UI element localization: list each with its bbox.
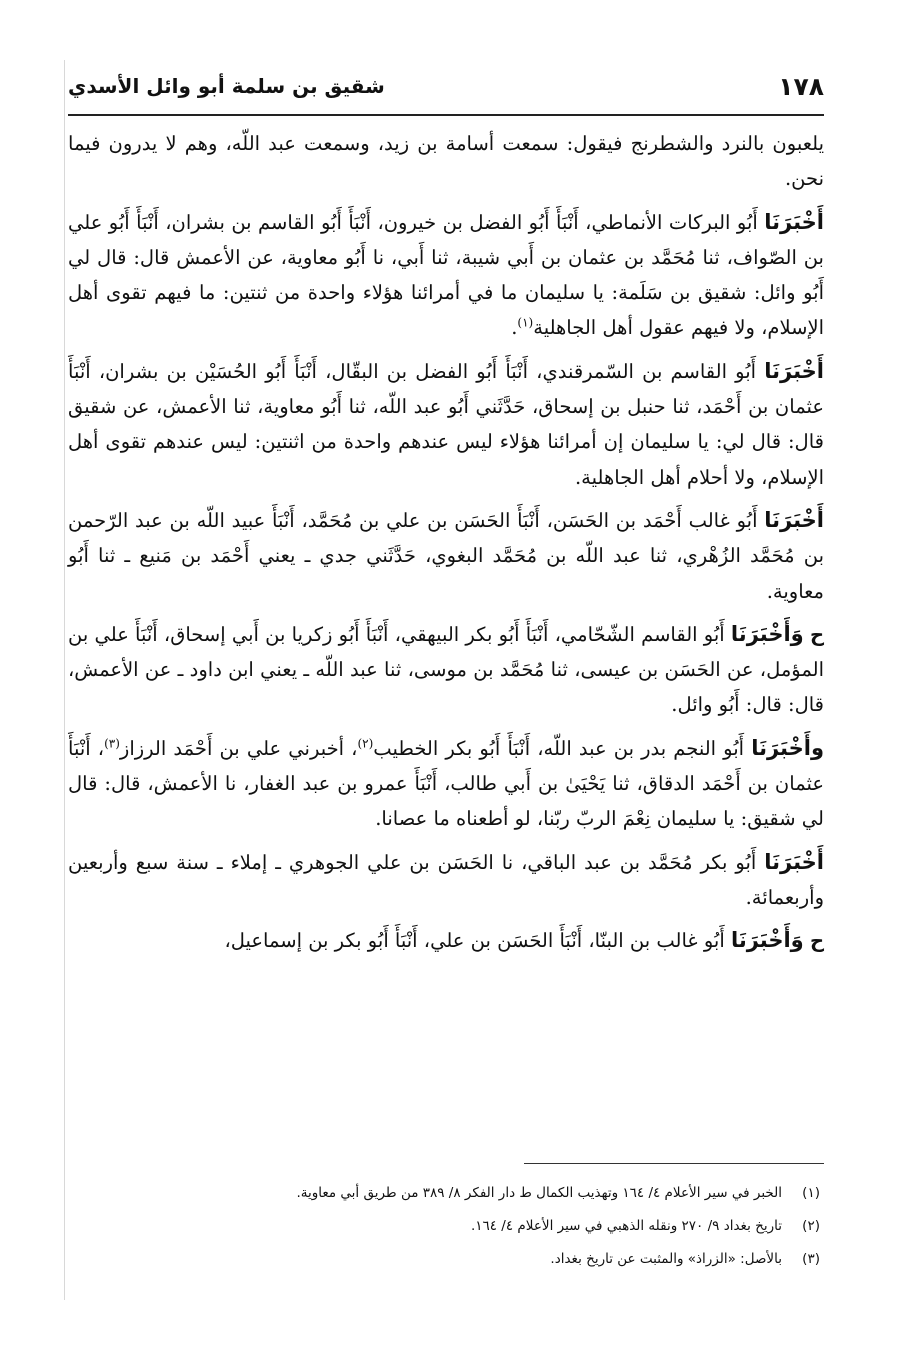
akhbarana-lead: أَخْبَرَنَا <box>764 209 824 234</box>
paragraph-7 <box>68 845 824 916</box>
paragraph-text: ، أَنْبَأَ عثمان بن أَحْمَد الدقاق، ثنا يَحْيَىٰ بن أَبي طالب، أَنْبَأَ عمرو بن عبد الغفار، نا الأعمش، قال: قال لي شقيق: يا سليمان نِعْمَ الربّ ربّنا، لو أطعناه ما عصانا. <box>68 736 824 831</box>
paragraph-4 <box>68 503 824 609</box>
paragraph-2 <box>68 205 824 346</box>
akhbarana-lead: أَخْبَرَنَا <box>764 358 824 383</box>
paragraph-text: ، أخبرني علي بن أَحْمَد الرزاز <box>119 736 358 760</box>
paragraph-tail: . <box>511 316 518 340</box>
paragraph-text: يلعبون بالنرد والشطرنج فيقول: سمعت أسامة بن زيد، وسمعت عبد اللّه، وهم لا يدرون فيما نحن. <box>68 132 824 191</box>
main-text <box>68 126 824 967</box>
page-number: ١٧٨ <box>778 72 824 101</box>
tahwil-marker: ح <box>809 929 824 953</box>
paragraph-text: أَبُو القاسم بن السّمرقندي، أَنْبَأَ أَبُو الفضل بن البقّال، أَنْبَأَ أَبُو الحُسَيْن بن بشران، أَنْبَأَ عثمان بن أَحْمَد، ثنا حنبل بن إسحاق، حَدَّثَني أَبُو عبد اللّه، ثنا أَبُو معاوية، ثنا الأعمش، عن شقيق قال: قال لي: يا سليمان إن أمرائنا هؤلاء ليس عندهم واحدة من اثنتين: ليس عندهم تقوى أهل الإسلام، ولا أحلام أهل الجاهلية. <box>68 359 824 489</box>
akhbarana-lead: وَأَخْبَرَنَا <box>730 621 804 646</box>
akhbarana-lead: أَخْبَرَنَا <box>764 849 824 874</box>
footnote-ref-3: (٣) <box>104 736 120 751</box>
paragraph-3 <box>68 354 824 495</box>
paragraph-1 <box>68 126 824 197</box>
page-header <box>68 68 824 116</box>
akhbarana-lead: وَأَخْبَرَنَا <box>730 928 804 953</box>
footnotes <box>120 1177 820 1276</box>
footnote-number: (١) <box>802 1185 820 1201</box>
paragraph-6 <box>68 731 824 837</box>
footnote-number: (٢) <box>802 1218 820 1234</box>
tahwil-marker: ح <box>809 622 824 646</box>
footnote-ref-1: (١) <box>517 315 534 330</box>
paragraph-text: أَبُو البركات الأنماطي، أَنْبَأَ أَبُو الفضل بن خيرون، أَنْبَأَ أَبُو القاسم بن بشران، أَنْبَأَ أَبُو علي بن الصّواف، ثنا مُحَمَّد بن عثمان بن أَبي شيبة، ثنا أَبي، نا أَبُو معاوية، عن الأعمش قال: قال لي أَبُو وائل: شقيق بن سَلَمة: يا سليمان ما في أمرائنا هؤلاء واحدة من ثنتين: ما فيهم تقوى أهل الإسلام، ولا فيهم عقول أهل الجاهلية <box>68 210 824 340</box>
paragraph-text: أَبُو غالب أَحْمَد بن الحَسَن، أَنْبَأَ الحَسَن بن علي بن مُحَمَّد، أَنْبَأَ عبيد اللّه بن عبد الرّحمن بن مُحَمَّد الزُهْري، ثنا عبد اللّه بن مُحَمَّد البغوي، حَدَّثَني جدي ـ يعني أَحْمَد بن مَنيع ـ ثنا أَبُو معاوية. <box>68 508 824 603</box>
paragraph-text: أَبُو غالب بن البنّا، أَنْبَأَ الحَسَن بن علي، أَنْبَأَ أَبُو بكر بن إسماعيل، <box>224 929 731 953</box>
paragraph-text: أَبُو القاسم الشّحّامي، أَنْبَأَ أَبُو بكر البيهقي، أَنْبَأَ أَبُو زكريا بن أَبي إسحاق، أَنْبَأَ علي بن المؤمل، عن الحَسَن بن عيسى، ثنا مُحَمَّد بن موسى، ثنا عبد اللّه ـ يعني ابن داود ـ عن الأعمش، قال: قال: أَبُو وائل. <box>68 622 824 717</box>
footnote <box>120 1210 820 1243</box>
paragraph-8 <box>68 923 824 958</box>
paragraph-text: أَبُو بكر مُحَمَّد بن عبد الباقي، نا الحَسَن بن علي الجوهري ـ إملاء ـ سنة سبع وأربعين وأربعمائة. <box>68 850 824 909</box>
footnote-text: تاريخ بغداد ٩/ ٢٧٠ ونقله الذهبي في سير الأعلام ٤/ ١٦٤. <box>470 1218 782 1234</box>
paragraph-5 <box>68 617 824 723</box>
footnote-text: الخبر في سير الأعلام ٤/ ١٦٤ وتهذيب الكمال ط دار الفكر ٨/ ٣٨٩ من طريق أبي معاوية. <box>296 1185 782 1201</box>
footnote-divider <box>524 1163 824 1164</box>
paragraph-text: أَبُو النجم بدر بن عبد اللّه، أَنْبَأَ أَبُو بكر الخطيب <box>373 736 752 760</box>
footnote-ref-2: (٢) <box>357 736 374 751</box>
footnote-number: (٣) <box>802 1251 820 1267</box>
akhbarana-lead: أَخْبَرَنَا <box>764 507 824 532</box>
footnote <box>120 1177 820 1210</box>
running-title: شقيق بن سلمة أبو وائل الأسدي <box>68 74 385 98</box>
akhbarana-lead: وأَخْبَرَنَا <box>751 735 824 760</box>
page-edge-shadow <box>64 60 65 1300</box>
footnote-text: بالأصل: «الزراذ» والمثبت عن تاريخ بغداد. <box>550 1251 782 1267</box>
footnote <box>120 1243 820 1276</box>
